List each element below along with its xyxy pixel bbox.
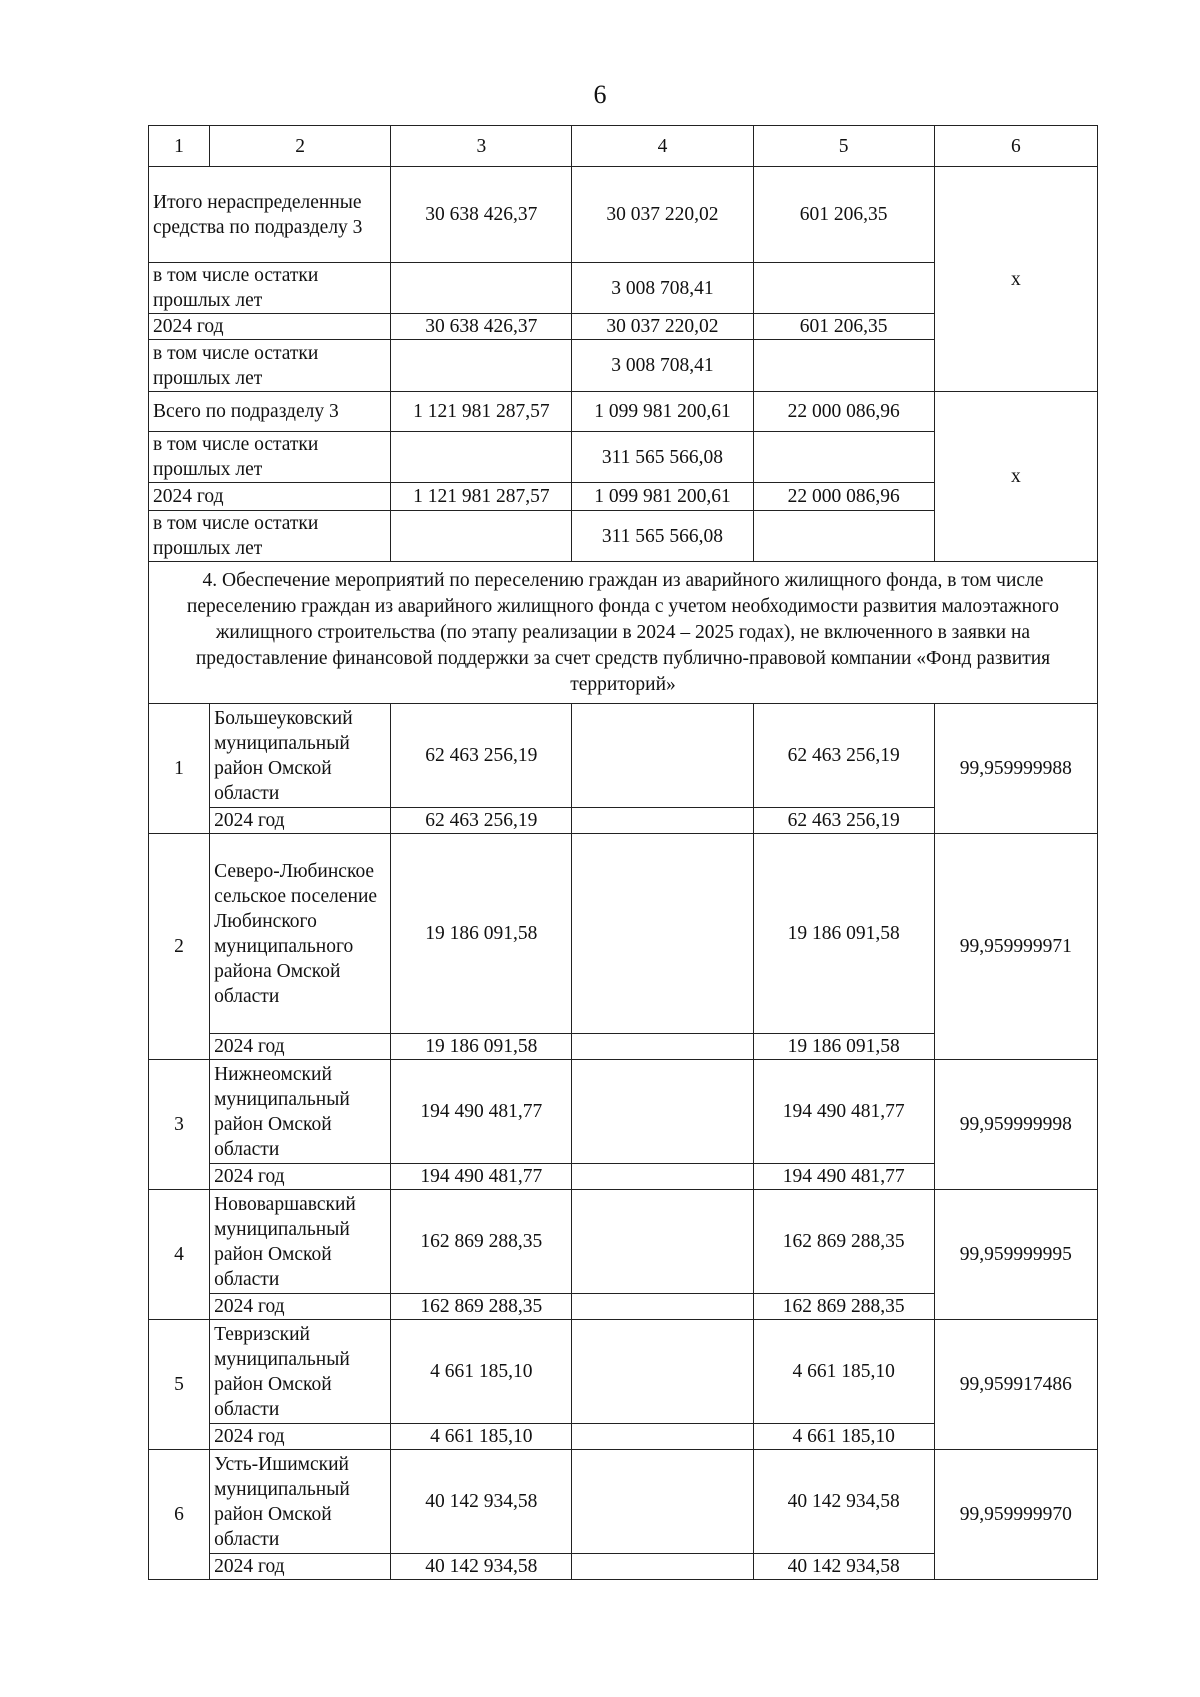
municipality-name: Северо-Любинское сельское поселение Любинского муниципального района Омской области bbox=[210, 834, 391, 1034]
value-cell bbox=[391, 340, 572, 392]
value-cell: 1 121 981 287,57 bbox=[391, 483, 572, 511]
value-cell: 4 661 185,10 bbox=[753, 1320, 934, 1424]
column-number-row bbox=[149, 126, 1098, 167]
table-row bbox=[149, 1190, 1098, 1294]
value-cell: 30 638 426,37 bbox=[391, 314, 572, 340]
value-cell bbox=[572, 1190, 753, 1294]
value-cell bbox=[391, 511, 572, 562]
value-cell: 19 186 091,58 bbox=[391, 1034, 572, 1060]
value-cell bbox=[572, 1320, 753, 1424]
col6-cell: 99,959999971 bbox=[934, 834, 1097, 1060]
value-cell: 194 490 481,77 bbox=[753, 1060, 934, 1164]
table-row bbox=[149, 1450, 1098, 1554]
value-cell bbox=[572, 1554, 753, 1580]
budget-table bbox=[148, 125, 1098, 1580]
row-label: в том числе остатки прошлых лет bbox=[149, 511, 391, 562]
value-cell: 62 463 256,19 bbox=[391, 704, 572, 808]
value-cell bbox=[572, 1060, 753, 1164]
value-cell bbox=[572, 1450, 753, 1554]
value-cell: 3 008 708,41 bbox=[572, 340, 753, 392]
year-label: 2024 год bbox=[210, 1554, 391, 1580]
value-cell bbox=[572, 1164, 753, 1190]
table-row bbox=[149, 1060, 1098, 1164]
value-cell bbox=[572, 1424, 753, 1450]
value-cell: 4 661 185,10 bbox=[391, 1424, 572, 1450]
value-cell: 62 463 256,19 bbox=[391, 808, 572, 834]
table-row bbox=[149, 704, 1098, 808]
row-label: 2024 год bbox=[149, 483, 391, 511]
value-cell: 62 463 256,19 bbox=[753, 704, 934, 808]
value-cell: 40 142 934,58 bbox=[753, 1450, 934, 1554]
header-cell: 4 bbox=[572, 126, 753, 167]
col6-cell: 99,959917486 bbox=[934, 1320, 1097, 1450]
section-title-row bbox=[149, 562, 1098, 704]
value-cell: 194 490 481,77 bbox=[391, 1164, 572, 1190]
row-label: Всего по подразделу 3 bbox=[149, 392, 391, 432]
row-label: в том числе остатки прошлых лет bbox=[149, 340, 391, 392]
year-label: 2024 год bbox=[210, 1294, 391, 1320]
row-number: 5 bbox=[149, 1320, 210, 1450]
value-cell: 194 490 481,77 bbox=[391, 1060, 572, 1164]
value-cell: 311 565 566,08 bbox=[572, 432, 753, 483]
year-label: 2024 год bbox=[210, 808, 391, 834]
value-cell bbox=[572, 704, 753, 808]
value-cell: 3 008 708,41 bbox=[572, 263, 753, 314]
value-cell: 194 490 481,77 bbox=[753, 1164, 934, 1190]
value-cell bbox=[391, 432, 572, 483]
value-cell bbox=[572, 1034, 753, 1060]
header-cell: 5 bbox=[753, 126, 934, 167]
col6-cell: 99,959999998 bbox=[934, 1060, 1097, 1190]
row-label: 2024 год bbox=[149, 314, 391, 340]
municipality-name: Тевризский муниципальный район Омской области bbox=[210, 1320, 391, 1424]
value-cell: 1 099 981 200,61 bbox=[572, 483, 753, 511]
row-label: в том числе остатки прошлых лет bbox=[149, 432, 391, 483]
value-cell bbox=[753, 432, 934, 483]
value-cell: 62 463 256,19 bbox=[753, 808, 934, 834]
row-number: 4 bbox=[149, 1190, 210, 1320]
col6-cell: 99,959999988 bbox=[934, 704, 1097, 834]
value-cell: 30 638 426,37 bbox=[391, 167, 572, 263]
value-cell: 40 142 934,58 bbox=[391, 1450, 572, 1554]
year-label: 2024 год bbox=[210, 1034, 391, 1060]
row-number: 1 bbox=[149, 704, 210, 834]
value-cell: 4 661 185,10 bbox=[391, 1320, 572, 1424]
municipality-name: Большеуковский муниципальный район Омской области bbox=[210, 704, 391, 808]
value-cell: 601 206,35 bbox=[753, 314, 934, 340]
value-cell: 162 869 288,35 bbox=[753, 1294, 934, 1320]
value-cell: 19 186 091,58 bbox=[391, 834, 572, 1034]
value-cell: 30 037 220,02 bbox=[572, 314, 753, 340]
row-label: в том числе остатки прошлых лет bbox=[149, 263, 391, 314]
value-cell bbox=[572, 808, 753, 834]
year-label: 2024 год bbox=[210, 1424, 391, 1450]
col6-cell: 99,959999995 bbox=[934, 1190, 1097, 1320]
row-number: 3 bbox=[149, 1060, 210, 1190]
value-cell: 311 565 566,08 bbox=[572, 511, 753, 562]
header-cell: 2 bbox=[210, 126, 391, 167]
value-cell: 22 000 086,96 bbox=[753, 483, 934, 511]
value-cell: 1 121 981 287,57 bbox=[391, 392, 572, 432]
value-cell: 19 186 091,58 bbox=[753, 834, 934, 1034]
value-cell bbox=[391, 263, 572, 314]
row-number: 6 bbox=[149, 1450, 210, 1580]
value-cell: 40 142 934,58 bbox=[391, 1554, 572, 1580]
header-cell: 3 bbox=[391, 126, 572, 167]
value-cell bbox=[753, 263, 934, 314]
value-cell bbox=[753, 340, 934, 392]
year-label: 2024 год bbox=[210, 1164, 391, 1190]
section-title: 4. Обеспечение мероприятий по переселению граждан из аварийного жилищного фонда, в том числе переселению граждан из аварийного жилищного фонда с учетом необходимости развития малоэтажного жилищного строительства (по этапу реализации в 2024 – 2025 годах), не включенного в заявки на предоставление финансовой поддержки за счет средств публично-правовой компании «Фонд развития территорий» bbox=[149, 562, 1098, 704]
municipality-name: Нижнеомский муниципальный район Омской области bbox=[210, 1060, 391, 1164]
value-cell: 162 869 288,35 bbox=[391, 1190, 572, 1294]
value-cell bbox=[572, 1294, 753, 1320]
table-row bbox=[149, 167, 1098, 263]
municipality-name: Нововаршавский муниципальный район Омской области bbox=[210, 1190, 391, 1294]
row-number: 2 bbox=[149, 834, 210, 1060]
value-cell: 1 099 981 200,61 bbox=[572, 392, 753, 432]
value-cell bbox=[572, 834, 753, 1034]
col6-cell: х bbox=[934, 392, 1097, 562]
row-label: Итого нераспределенные средства по подразделу 3 bbox=[149, 167, 391, 263]
value-cell: 162 869 288,35 bbox=[753, 1190, 934, 1294]
value-cell: 40 142 934,58 bbox=[753, 1554, 934, 1580]
value-cell: 22 000 086,96 bbox=[753, 392, 934, 432]
header-cell: 1 bbox=[149, 126, 210, 167]
col6-cell: х bbox=[934, 167, 1097, 392]
value-cell: 30 037 220,02 bbox=[572, 167, 753, 263]
value-cell: 19 186 091,58 bbox=[753, 1034, 934, 1060]
value-cell: 162 869 288,35 bbox=[391, 1294, 572, 1320]
table-row bbox=[149, 834, 1098, 1034]
value-cell: 4 661 185,10 bbox=[753, 1424, 934, 1450]
table-row bbox=[149, 1320, 1098, 1424]
page-number: 6 bbox=[593, 80, 607, 109]
value-cell: 601 206,35 bbox=[753, 167, 934, 263]
value-cell bbox=[753, 511, 934, 562]
header-cell: 6 bbox=[934, 126, 1097, 167]
col6-cell: 99,959999970 bbox=[934, 1450, 1097, 1580]
table-row bbox=[149, 392, 1098, 432]
municipality-name: Усть-Ишимский муниципальный район Омской области bbox=[210, 1450, 391, 1554]
